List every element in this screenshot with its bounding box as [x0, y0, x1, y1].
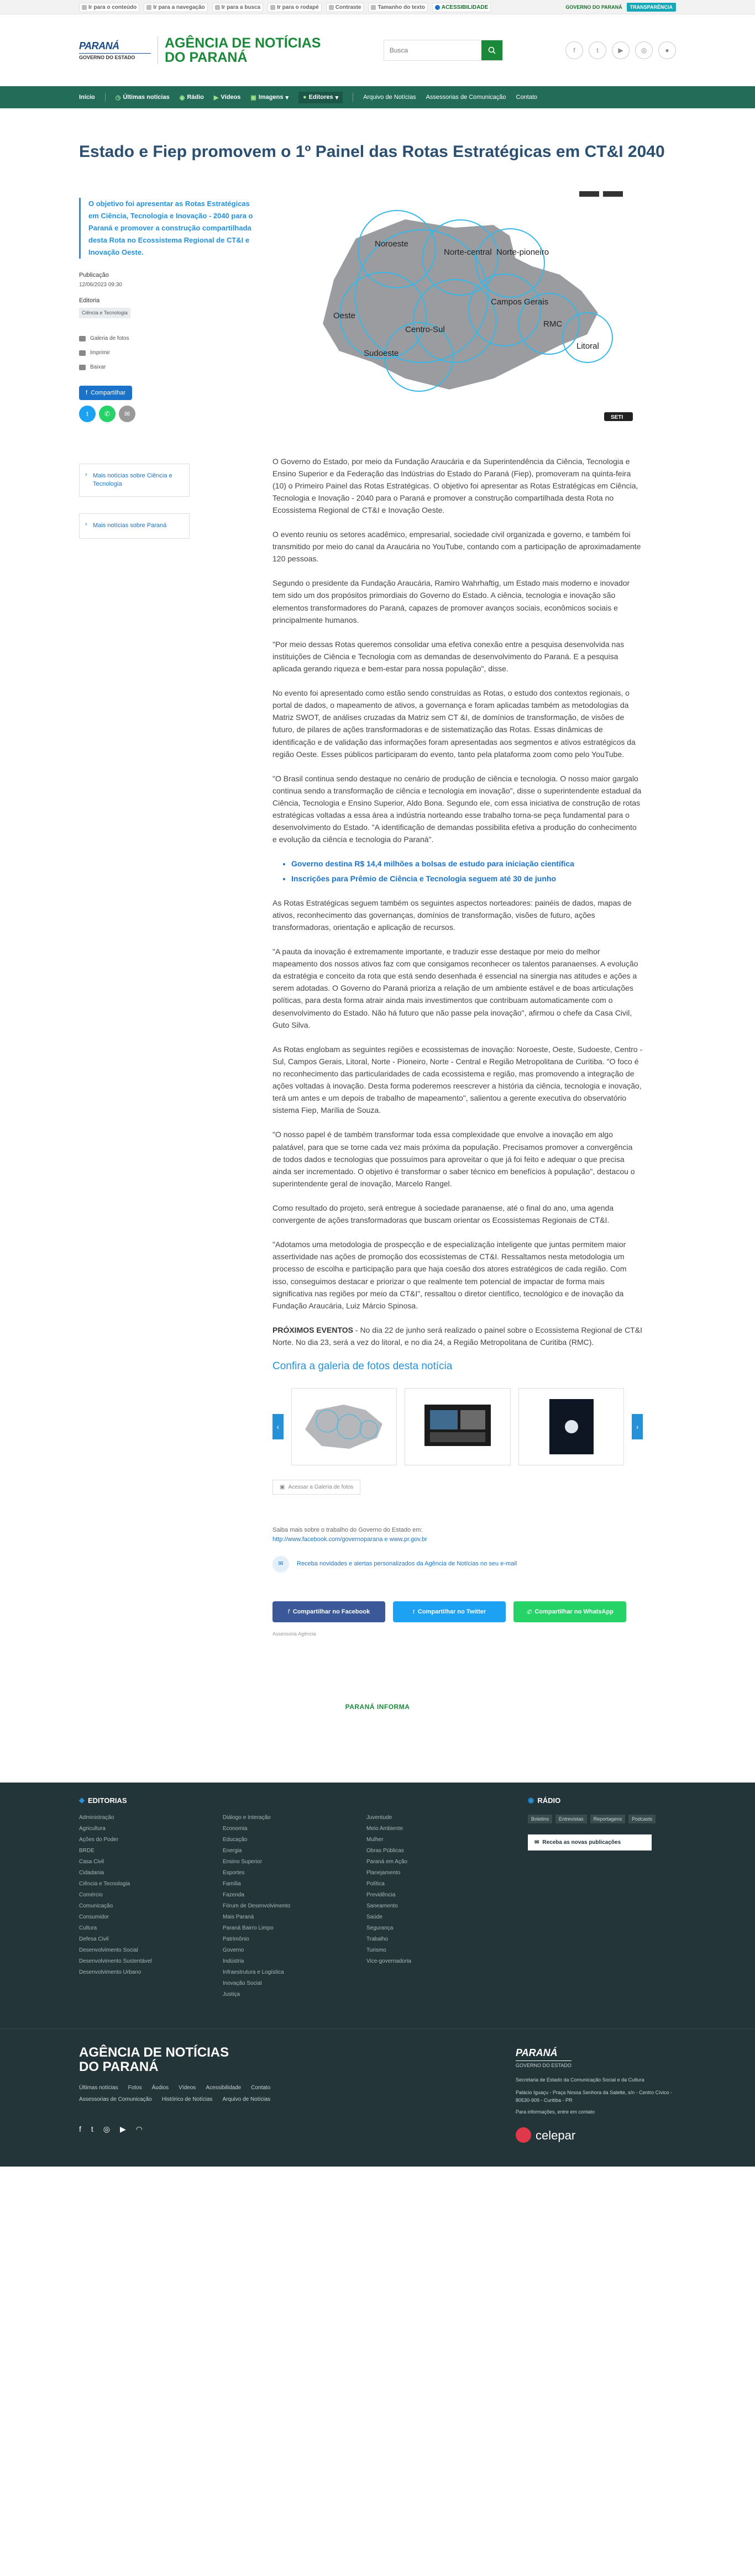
article-content — [79, 186, 676, 1637]
editoria-link[interactable]: Política — [366, 1881, 385, 1888]
editoria-link[interactable]: Previdência — [366, 1892, 396, 1899]
publication-date: 12/06/2023 09:30 — [79, 281, 122, 288]
footer-parana-sub: GOVERNO DO ESTADO — [516, 2060, 572, 2070]
article-paragraph: O Governo do Estado, por meio da Fundação Araucária e da Superintendência da Ciência, Tecnologia e Ensino Superior e da Federação das Indústrias do Estado do Paraná (Fiep), promoveram na quinta-feira (10) o Primeiro Painel das Rotas Estratégicas. O objetivo foi apresentar as Rotas Estratégicas em Ciência, Tecnologia e Inovação - 2040 para o Paraná e promover a construção compartilhada desta Rota no Ecossistema Regional de CT&I e Inovação Oeste. — [272, 456, 638, 514]
footer-link[interactable]: Áudios — [151, 2084, 169, 2091]
facebook-icon: f — [86, 389, 88, 396]
photo-gallery — [272, 1388, 643, 1465]
related-link-ciencia[interactable]: › Mais notícias sobre Ciência e Tecnologia — [79, 464, 190, 497]
gallery-thumb[interactable] — [518, 1388, 625, 1465]
twitter-icon[interactable]: t — [91, 2124, 93, 2133]
skip-to-footer-link[interactable]: Ir para o rodapé — [268, 3, 322, 12]
share-facebook-wide[interactable]: f Compartilhar no Facebook — [272, 1601, 385, 1622]
accessibility-links — [79, 3, 491, 12]
editoria-link[interactable]: Ciência e Tecnologia — [79, 1881, 130, 1888]
video-icon: ▶ — [213, 94, 219, 101]
article-lead: O objetivo foi apresentar as Rotas Estratégicas em Ciência, Tecnologia e Inovação - 2040 para o Paraná e promover a construção compartilhada desta Rota no Ecossistema Regional de CT&I e Inovação Oeste. — [79, 198, 253, 259]
search-box — [384, 40, 503, 61]
editoria-link — [79, 1980, 223, 1986]
editoria-link[interactable]: Administração — [79, 1815, 114, 1821]
chevron-down-icon: ▾ — [285, 94, 289, 101]
youtube-icon[interactable]: ▶ — [120, 2124, 126, 2133]
article-paragraph: As Rotas englobam as seguintes regiões e ecossistemas de inovação: Noroeste, Oeste, Sudoeste, Centro - Sul, Campos Gerais, Litoral, Norte - Pioneiro, Norte - Central e Região Metropolitana de Curitiba. "O foco é no reconhecimento das particularidades de cada ecossistema e região, mas promovendo a integração de ações voltadas à inovação. Desta forma poderemos reescrever a história da ciência, tecnologia e inovação, terá um antes e um depois de trabalho de mapeamento", salientou a gerente executiva do observatório sistema Fiep, Marília de Souza. — [272, 1044, 643, 1115]
nav-videos[interactable]: ▶ Vídeos — [213, 94, 241, 101]
skip-to-nav-link[interactable]: Ir para a navegação — [144, 3, 207, 12]
footer-link[interactable]: Vídeos — [179, 2084, 196, 2091]
nav-separator — [105, 93, 106, 102]
radio-title: ◉ RÁDIO — [528, 1796, 561, 1805]
editoria-link[interactable]: Obras Públicas — [366, 1848, 404, 1854]
celepar-logo[interactable]: celepar — [516, 2126, 676, 2144]
editoria-link[interactable]: Desenvolvimento Urbano — [79, 1969, 141, 1976]
brand[interactable] — [79, 36, 321, 65]
nav-arquivo[interactable]: Arquivo de Notícias — [363, 94, 416, 101]
envelope-icon: ✉ — [534, 1839, 539, 1846]
editoria-link[interactable]: Cultura — [79, 1925, 97, 1932]
email-icon[interactable]: ✉ — [119, 406, 135, 422]
article-paragraph: As Rotas Estratégicas seguem também os seguintes aspectos norteadores: painéis de dados, mapas de ativos, reconhecimento das governanças, domínios de transformação, visões de futuro, ações transformadoras, orientação e aplicação de recursos. — [272, 898, 632, 932]
radio-subscribe-button[interactable]: ✉ Receba as novas publicações — [528, 1834, 652, 1850]
editoria-link[interactable]: Fazenda — [223, 1892, 244, 1899]
nav-editores[interactable]: ● Editores ▾ — [298, 92, 343, 103]
person-icon: ● — [303, 94, 307, 101]
footer-link[interactable]: Fotos — [128, 2084, 142, 2091]
editorias-grid — [79, 1815, 499, 1997]
editoria-link[interactable]: Educação — [223, 1837, 248, 1843]
nav-assessorias[interactable]: Assessorias de Comunicação — [426, 94, 506, 101]
newsletter-signup[interactable] — [272, 1556, 643, 1573]
editoria-link[interactable]: Saneamento — [366, 1903, 398, 1910]
editoria-link[interactable]: Trabalho — [366, 1936, 389, 1943]
editoria-link[interactable]: Consumidor — [79, 1914, 109, 1921]
editoria-link[interactable]: Justiça — [223, 1991, 240, 1998]
footer-link[interactable]: Assessorias de Comunicação — [79, 2096, 152, 2102]
article-paragraph: "Adotamos uma metodologia de prospecção e de especialização inteligente que juntas permitem maior assertividade nas ações de promoção dos ecossistemas de CT&I. Ressaltamos nesta metodologia um processo de escolha e participação para que haja coesão dos atores estratégicos de cada região. Com isso, conseguimos destacar e priorizar o que realmente tem potencial de impactar de forma mais significativa nas regiões por meio da CT&I", ressaltou o diretor científico, tecnológico e de inovação da Fundação Araucária, Luiz Márcio Spinosa. — [272, 1240, 627, 1310]
article-title: Estado e Fiep promovem o 1º Painel das Rotas Estratégicas em CT&I 2040 — [79, 143, 665, 161]
editoria-link[interactable]: Ações do Poder — [79, 1837, 119, 1843]
gallery-title[interactable]: Confira a galeria de fotos desta notícia — [272, 1360, 453, 1373]
article-paragraph: "Por meio dessas Rotas queremos consolidar uma efetiva conexão entre a pesquisa desenvolvida nas instituições de Ciência e Tecnologia com as demandas de desenvolvimento do Paraná. E a pesquisa aplicada gerando riqueza e bem-estar para nossa população", disse. — [272, 639, 625, 674]
share-circles — [79, 406, 253, 422]
seti-badge-text: SETI — [611, 414, 623, 420]
editorias-title: ◆ EDITORIAS — [79, 1796, 127, 1805]
editoria-label: Editoria — [79, 297, 100, 304]
skip-to-content-link[interactable]: Ir para o conteúdo — [79, 3, 139, 12]
editoria-link[interactable]: Casa Civil — [79, 1859, 104, 1865]
clock-icon: ◷ — [115, 94, 121, 101]
map-label-centro-sul: Centro-Sul — [405, 324, 445, 334]
partner-logo — [603, 191, 623, 197]
editoria-link[interactable]: Desenvolvimento Social — [79, 1947, 138, 1954]
search-icon[interactable] — [481, 40, 502, 60]
map-label-sudoeste: Sudoeste — [364, 348, 399, 358]
parana-logo[interactable]: PARANÁ GOVERNO DO ESTADO — [79, 40, 151, 60]
article-paragraph: Segundo o presidente da Fundação Araucária, Ramiro Wahrhaftig, um Estado mais moderno e inovador tem sido um dos propósitos primordiais do Governo do Estado. A ciência, tecnologia e inovação são elementos transformadores do Paraná, capazes de promover avanços sociais, econômicos sociais e principalmente humanos. — [272, 579, 630, 624]
footer-link[interactable]: Últimas notícias — [79, 2084, 118, 2091]
map-label-litoral: Litoral — [576, 341, 599, 351]
map-label-campos-gerais: Campos Gerais — [491, 297, 549, 307]
editoria-link[interactable]: Paraná em Ação — [366, 1859, 407, 1865]
footer-contact-info[interactable]: Para informações, entre em contato — [516, 2109, 595, 2115]
editoria-link[interactable]: Turismo — [366, 1947, 386, 1954]
facebook-icon[interactable]: f — [565, 41, 583, 59]
chevron-down-icon: ▾ — [335, 94, 339, 101]
editoria-link[interactable]: Economia — [223, 1826, 248, 1832]
editoria-link[interactable]: Defesa Civil — [79, 1936, 109, 1943]
editoria-link — [79, 1991, 223, 1997]
radio-icon: ◉ — [528, 1796, 534, 1805]
instagram-icon[interactable]: ◎ — [635, 41, 653, 59]
editoria-link — [366, 1980, 466, 1986]
gallery-thumb[interactable] — [291, 1388, 397, 1465]
radio-tag[interactable]: Podcasts — [628, 1815, 656, 1823]
article-paragraph: O evento reuniu os setores acadêmico, empresarial, sociedade civil organizada e governo, e também foi transmitido por meio do canal da Araucária no YouTube, contando com a participação de aproximadamente 120 pessoas. — [272, 530, 641, 564]
editoria-link[interactable]: Mulher — [366, 1837, 384, 1843]
related-link-parana[interactable]: › Mais notícias sobre Paraná — [79, 513, 190, 538]
footer-link[interactable]: Contato — [251, 2084, 271, 2091]
twitter-icon[interactable]: t — [79, 406, 96, 422]
article-wrapper — [79, 141, 676, 1637]
accessibility-button[interactable]: ACESSIBILIDADE — [432, 3, 491, 12]
editoria-link[interactable]: Cidadania — [79, 1870, 104, 1876]
share-whatsapp-wide[interactable]: ✆ Compartilhar no WhatsApp — [513, 1601, 626, 1622]
transparency-button[interactable]: TRANSPARÊNCIA — [627, 3, 676, 12]
editoria-link — [366, 1991, 466, 1997]
editoria-link — [366, 1969, 466, 1975]
footer-link[interactable]: Acessibilidade — [206, 2084, 242, 2091]
radio-tag[interactable]: Entrevistas — [555, 1815, 587, 1823]
newsletter-text: Receba novidades e alertas personalizados da Agência de Notícias no seu e-mail — [297, 1560, 517, 1568]
article-meta — [79, 271, 253, 318]
share-twitter-wide[interactable]: t Compartilhar no Twitter — [393, 1601, 506, 1622]
nav-imagens[interactable]: ▣ Imagens ▾ — [250, 94, 289, 101]
whatsapp-icon: ✆ — [526, 1608, 532, 1616]
editoria-link[interactable]: Desenvolvimento Sustentável — [79, 1958, 152, 1965]
celepar-icon — [516, 2127, 531, 2143]
article-paragraph: No evento foi apresentado como estão sendo construídas as Rotas, o estudo dos contextos regionais, o portal de dados, o mapeamento de ativos, a governança e foram aplicadas também as metodologias da Matriz SWOT, de análises cruzadas da Matriz sem CT &I, de domínios de transformação, de visões de futuro, de pilares de ações transformadoras e de sistematização das Rotas. Essas dinâmicas de identificação e de validação das informações foram apresentadas aos segmentos e ativos estratégicos da região Oeste. Esses públicos participaram do evento, tanto pela plataforma zoom como pelo YouTube. — [272, 688, 636, 759]
nav-ultimas[interactable]: ◷ Últimas notícias — [115, 94, 170, 101]
more-info-links[interactable]: http://www.facebook.com/governoparana e www.pr.gov.br — [272, 1536, 427, 1543]
rss-icon[interactable]: ◠ — [135, 2124, 143, 2133]
more-info — [272, 1526, 643, 1544]
gov-link[interactable]: GOVERNO DO PARANÁ — [565, 4, 622, 10]
map-label-rmc: RMC — [543, 319, 563, 329]
map-label-norte-pioneiro: Norte-pioneiro — [496, 247, 549, 257]
article-body — [272, 455, 643, 1349]
related-link[interactable]: • Governo destina R$ 14,4 milhões a bolsas de estudo para iniciação científica — [291, 858, 643, 870]
site-header — [0, 14, 755, 86]
radio-tag[interactable]: Boletins — [528, 1815, 552, 1823]
camera-icon: ▣ — [280, 1484, 285, 1491]
print-tool[interactable]: Imprimir — [79, 346, 253, 360]
nav-inicio[interactable]: Início — [79, 94, 95, 101]
gallery-thumb[interactable] — [405, 1388, 511, 1465]
tag-icon: ◆ — [79, 1796, 85, 1805]
editoria-link[interactable]: Saúde — [366, 1914, 382, 1921]
editoria-tag[interactable]: Ciência e Tecnologia — [79, 308, 130, 318]
publication-label: Publicação — [79, 271, 109, 278]
skip-to-search-link[interactable]: Ir para a busca — [212, 3, 264, 12]
footer-institutional — [516, 2046, 676, 2144]
editoria-link[interactable]: Ensino Superior — [223, 1859, 263, 1865]
gallery-next-arrow-icon[interactable]: › — [632, 1414, 643, 1439]
editoria-link[interactable]: Planejamento — [366, 1870, 401, 1876]
editoria-link[interactable]: Família — [223, 1881, 241, 1888]
instagram-icon[interactable]: ◎ — [103, 2124, 110, 2133]
nav-radio[interactable]: ◉ Rádio — [179, 94, 204, 101]
radio-section — [528, 1796, 666, 1997]
partner-logo — [579, 191, 599, 197]
footer-link[interactable]: Histórico de Notícias — [161, 2096, 213, 2102]
more-info-text: Saiba mais sobre o trabalho do Governo do Estado em: — [272, 1527, 423, 1534]
printer-icon — [79, 350, 86, 356]
footer-site-name[interactable]: AGÊNCIA DE NOTÍCIAS DO PARANÁ — [79, 2045, 229, 2075]
editoria-link[interactable]: Segurança — [366, 1925, 394, 1932]
editoria-link[interactable]: Inovação Social — [223, 1980, 262, 1987]
whatsapp-icon[interactable]: ✆ — [99, 406, 116, 422]
editoria-link[interactable]: Comunicação — [79, 1903, 113, 1910]
accessibility-bar — [0, 0, 755, 14]
search-input[interactable] — [384, 40, 481, 60]
map-label-oeste: Oeste — [333, 311, 356, 320]
editoria-link[interactable]: Indústria — [223, 1958, 244, 1965]
editoria-link[interactable]: Meio Ambiente — [366, 1826, 403, 1832]
youtube-icon[interactable]: ▶ — [612, 41, 630, 59]
article-source: Assessoria Agência — [272, 1631, 316, 1637]
related-link[interactable]: • Inscrições para Prêmio de Ciência e Tecnologia seguem até 30 de junho — [291, 872, 643, 885]
radio-tags — [528, 1815, 666, 1823]
article-tools — [79, 332, 253, 375]
download-tool[interactable]: Baixar — [79, 360, 253, 375]
download-icon — [79, 365, 86, 370]
gallery-prev-arrow-icon[interactable]: ‹ — [272, 1414, 284, 1439]
editoria-link[interactable]: Fórum de Desenvolvimento — [223, 1903, 291, 1910]
editoria-link[interactable]: Governo — [223, 1947, 244, 1954]
editoria-link[interactable]: Diálogo e Interação — [223, 1815, 271, 1821]
related-links-list — [291, 858, 643, 884]
site-footer — [0, 1783, 755, 2167]
facebook-icon[interactable]: f — [79, 2124, 81, 2133]
site-name[interactable]: AGÊNCIA DE NOTÍCIAS DO PARANÁ — [165, 35, 321, 65]
article-main — [272, 186, 643, 1637]
flickr-icon[interactable]: ● — [658, 41, 676, 59]
footer-link[interactable]: Arquivo de Notícias — [222, 2096, 271, 2102]
social-links — [565, 41, 676, 59]
twitter-icon: t — [412, 1608, 415, 1616]
footer-links — [79, 2085, 311, 2102]
camera-icon: ▣ — [250, 94, 256, 101]
main-nav — [0, 86, 755, 108]
article-paragraph: "O nosso papel é de também transformar toda essa complexidade que envolve a inovação em algo palatável, para que se torne cada vez mais próxima da população. Precisamos promover a convergência de todos dados e tecnologias que possuímos para aproveitar o que já foi feito e adequar o que precisa ainda ser incrementado. O objetivo é transformar o saber técnico em benefícios à população", destacou o superintendente geral de inovação, Marcelo Rangel. — [272, 1130, 635, 1188]
editoria-link[interactable]: Vice-governadoria — [366, 1958, 411, 1965]
footer-social — [79, 2125, 311, 2134]
map-label-noroeste: Noroeste — [375, 239, 408, 249]
article-paragraph: "A pauta da inovação é extremamente importante, e traduzir esse destaque por meio do melhor mapeamento dos nossos ativos faz com que consigamos reconhecer os talentos paranaenses. A evolução da estratégia e conceito da rota que está sendo desenhada é essencial na sinergia nas atitudes e ações a serem adotadas. O Governo do Paraná prioriza a relação de um ambiente estável e de boas articulações políticas, para desta forma atrair ainda mais investimentos que contribuam automaticamente com o desenvolvimento do Estado. Não há futuro que não passe pela inovação", afirmou o chefe da Casa Civil, Guto Silva. — [272, 947, 638, 1029]
footer-parana-logo[interactable]: PARANÁ — [516, 2047, 558, 2059]
share-facebook-button[interactable]: f Compartilhar — [79, 386, 132, 400]
bell-icon: ✉ — [272, 1556, 289, 1573]
gallery-tool[interactable]: Galeria de fotos — [79, 332, 253, 346]
article-paragraph: Como resultado do projeto, será entregue à sociedade paranaense, até o final do ano, uma agenda convergente de ações transformadoras que buscam orientar os Ecossistemas Regionais de CT&I. — [272, 1203, 614, 1225]
editoria-link[interactable]: Energia — [223, 1848, 242, 1854]
related-news — [79, 464, 190, 539]
editoria-link[interactable]: Patrimônio — [223, 1936, 249, 1943]
gallery-access-button[interactable]: ▣ Acessar a Galeria de fotos — [272, 1480, 360, 1495]
facebook-icon: f — [287, 1608, 290, 1616]
events-label: PRÓXIMOS EVENTOS — [272, 1325, 353, 1334]
editoria-link[interactable]: Juventude — [366, 1815, 392, 1821]
map-label-norte-central: Norte-central — [444, 247, 492, 257]
article-paragraph: "O Brasil continua sendo destaque no cenário de produção de ciência e tecnologia. O nosso maior gargalo continua sendo a transformação de ciência e tecnologia em inovação", disse o superintendente estadual da Ciência, Tecnologia e Ensino Superior, Aldo Bona. Segundo ele, com essa iniciativa de construção de rotas estratégicas voltadas a essa área a indústria norteando esse trabalho torna-se peça fundamental para o desenvolvimento do Estado. "A identificação de demandas possibilita efetiva a produção do conhecimento e evolução da ciência e tecnologia do Paraná". — [272, 774, 642, 844]
parana-informa-logo: PARANÁ INFORMA — [345, 1703, 410, 1711]
footer-secretaria: Secretaria de Estado da Comunicação Social e da Cultura — [516, 2076, 644, 2083]
editoria-link[interactable]: Infraestrutura e Logística — [223, 1969, 284, 1976]
article-sidebar — [79, 186, 253, 1637]
editoria-link[interactable]: BRDE — [79, 1848, 95, 1854]
radio-tag[interactable]: Reportagens — [590, 1815, 626, 1823]
nav-contato[interactable]: Contato — [516, 94, 538, 101]
article-paragraph-events — [272, 1324, 643, 1348]
editoria-link[interactable]: Comércio — [79, 1892, 103, 1899]
article-map-image[interactable] — [272, 186, 643, 429]
editoria-link[interactable]: Agricultura — [79, 1826, 106, 1832]
editoria-link[interactable]: Esportes — [223, 1870, 245, 1876]
radio-icon: ◉ — [179, 94, 185, 101]
twitter-icon[interactable]: t — [589, 41, 606, 59]
events-text: - No dia 22 de junho será realizado o painel sobre o Ecossistema Regional de CT&I Norte. No dia 23, será a vez do litoral, e no dia 24, a Região Metropolitana de Curitiba (RMC). — [272, 1325, 642, 1347]
contrast-toggle[interactable]: Contraste — [326, 3, 364, 12]
editoria-link[interactable]: Paraná Bairro Limpo — [223, 1925, 274, 1932]
share-buttons — [272, 1601, 643, 1622]
font-size-toggle[interactable]: Tamanho do texto — [368, 3, 427, 12]
footer-address: Palácio Iguaçu - Praça Nossa Senhora da Salette, s/n - Centro Cívico - 80530-909 - Curitiba - PR — [516, 2090, 673, 2103]
camera-icon — [79, 336, 86, 341]
editoria-link[interactable]: Mais Paraná — [223, 1914, 254, 1921]
